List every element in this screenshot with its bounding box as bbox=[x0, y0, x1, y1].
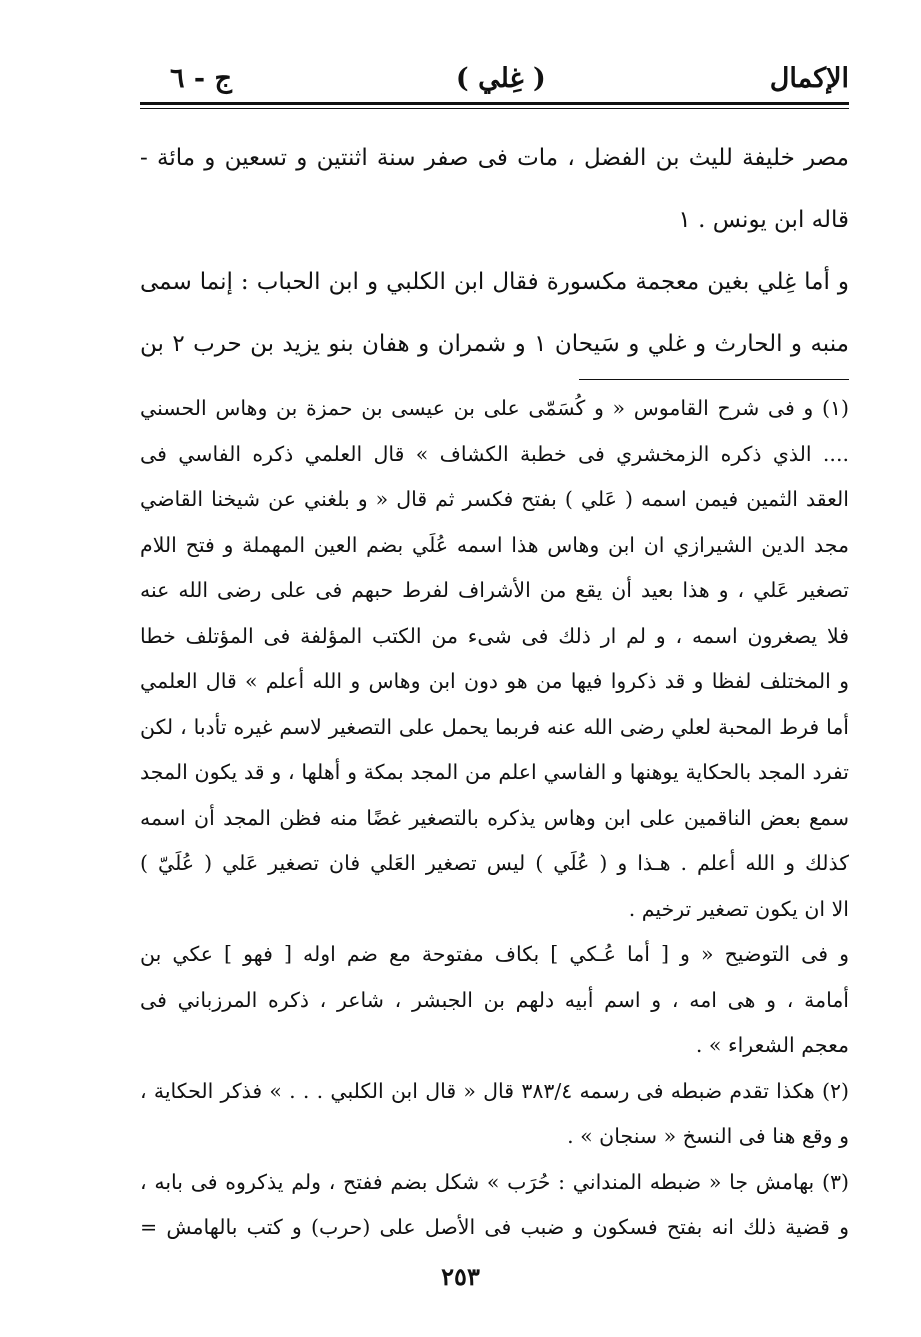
footnote-line: العقد الثمين فيمن اسمه ( عَلي ) بفتح فكسر ثم قال « و بلغني عن شيخنا القاضي bbox=[140, 487, 849, 511]
footnote-line: كذلك و الله أعلم . هـذا و ( عُلَي ) ليس تصغير العَلي فان تصغير عَلي ( عُلَيّ ) bbox=[140, 851, 849, 875]
main-text bbox=[140, 127, 849, 375]
running-header bbox=[140, 52, 849, 94]
text-line: مصر خليفة لليث بن الفضل ، مات فى صفر سنة اثنتين و تسعين و مائة - bbox=[140, 145, 849, 171]
footnote-line: الا ان يكون تصغير ترخيم . bbox=[628, 896, 849, 921]
footnote-line: أما فرط المحبة لعلي رضى الله عنه فربما يحمل على التصغير لاسم غيره تأدبا ، لكن bbox=[140, 714, 849, 739]
text-line: و أما غِلي بغين معجمة مكسورة فقال ابن الكلبي و ابن الحباب : إنما سمى bbox=[140, 269, 849, 295]
footnote-line: (١) و فى شرح القاموس « و كُسَمّى على بن عيسى بن حمزة بن وهاس الحسني bbox=[140, 396, 849, 420]
book-title: الإكمال bbox=[769, 63, 849, 94]
footnote-line: تصغير عَلي ، و هذا بعيد أن يقع من الأشراف لفرط حبهم فى على رضى الله عنه bbox=[140, 578, 849, 602]
text-line: قاله ابن يونس . ١ bbox=[678, 207, 849, 233]
entry-heading: ( غِلي ) bbox=[455, 63, 546, 94]
text-line: منبه و الحارث و غلي و سَيحان ١ و شمران و هفان بنو يزيد بن حرب ٢ بن bbox=[140, 331, 849, 357]
footnote-line: و وقع هنا فى النسخ « سنجان » . bbox=[567, 1124, 849, 1148]
footnotes bbox=[140, 386, 849, 1251]
footnote-line: تفرد المجد بالحكاية يوهنها و الفاسي اعلم من المجد بمكة و أهلها ، و قد يكون المجد bbox=[140, 760, 849, 784]
footnote-line: فلا يصغرون اسمه ، و لم ار ذلك فى شىء من الكتب المؤلفة فى المؤتلف خطا bbox=[140, 623, 849, 648]
footnote-line: معجم الشعراء » . bbox=[695, 1033, 849, 1057]
header-rule bbox=[140, 102, 849, 109]
footnote-line: و فى التوضيح « و [ أما عُـكي ] بكاف مفتوحة مع ضم اوله [ فهو ] عكي بن bbox=[140, 942, 849, 966]
footnote-line: أمامة ، و هى امه ، و اسم أبيه دلهم بن الجبشر ، شاعر ، ذكره المرزباني فى bbox=[140, 987, 849, 1012]
footnote-line: .... الذي ذكره الزمخشري فى خطبة الكشاف » قال العلمي ذكره الفاسي فى bbox=[140, 441, 849, 466]
footnote-line: و المختلف لفظا و قد ذكروا فيها من هو دون ابن وهاس و الله أعلم » قال العلمي bbox=[140, 669, 849, 693]
footnote-line: (٢) هكذا تقدم ضبطه فى رسمه ٣٨٣/٤ قال « قال ابن الكلبي . . . » فذكر الحكاية ، bbox=[140, 1078, 849, 1103]
footnote-line: و قضية ذلك انه بفتح فسكون و ضبب فى الأصل على (حرب) و كتب بالهامش = bbox=[140, 1215, 849, 1239]
footnote-separator bbox=[579, 379, 849, 380]
footnote-line: مجد الدين الشيرازي ان ابن وهاس هذا اسمه عُلَي بضم العين المهملة و فتح اللام bbox=[140, 532, 849, 557]
footnote-line: (٣) بهامش جا « ضبطه المنداني : حُرَب » شكل بضم ففتح ، ولم يذكروه فى بابه ، bbox=[140, 1169, 849, 1194]
volume-label: ج - ٦ bbox=[170, 63, 232, 94]
page-number: ٢٥٣ bbox=[441, 1262, 480, 1291]
footnote-line: سمع بعض الناقمين على ابن وهاس يذكره بالتصغير غضًا منه فظن المجد أن اسمه bbox=[140, 805, 849, 830]
